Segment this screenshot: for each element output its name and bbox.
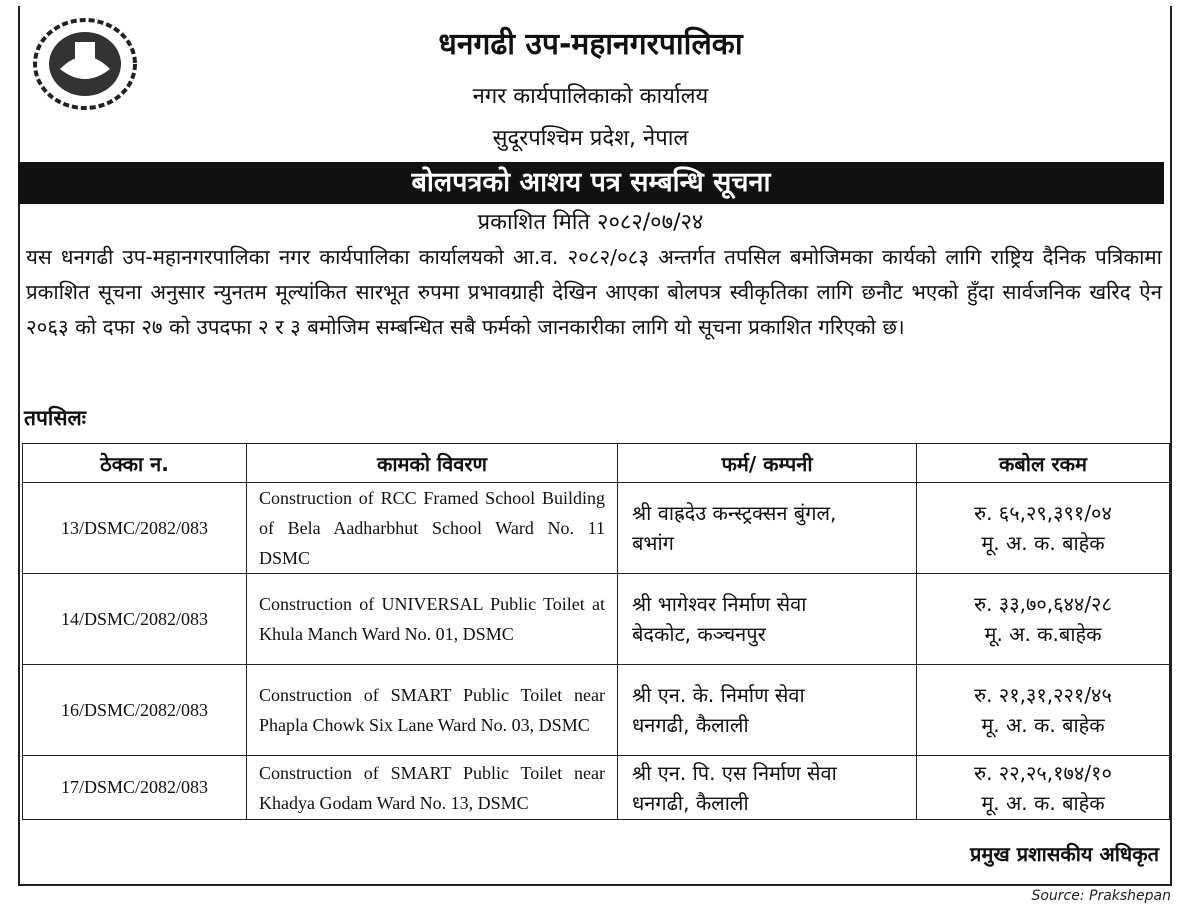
firm <box>618 574 917 665</box>
amount-vat-note: मू. अ. क. बाहेक <box>981 790 1105 815</box>
amount-vat-note: मू. अ. क. बाहेक <box>981 713 1105 737</box>
header-firm: फर्म/ कम्पनी <box>618 444 917 483</box>
firm <box>618 483 917 574</box>
work-description: Construction of SMART Public Toilet near Phapla Chowk Six Lane Ward No. 03, DSMC <box>247 665 618 756</box>
table-row <box>23 483 1170 574</box>
signatory: प्रमुख प्रशासकीय अधिकृत <box>970 842 1159 866</box>
firm-name: श्री भागेश्वर निर्माण सेवा <box>632 592 807 616</box>
firm-name: श्री वाह्रदेउ कन्स्ट्रक्सन बुंगल, <box>632 501 837 525</box>
firm-name: श्री एन. पि. एस निर्माण सेवा <box>632 760 837 785</box>
firm-location: बेदकोट, कञ्चनपुर <box>632 622 766 646</box>
notice-title: बोलपत्रको आशय पत्र सम्बन्धि सूचना <box>18 162 1164 204</box>
bid-table <box>22 443 1170 820</box>
office-name: नगर कार्यपालिकाको कार्यालय <box>472 84 709 109</box>
contract-no: 13/DSMC/2082/083 <box>23 483 247 574</box>
firm-location: धनगढी, कैलाली <box>632 713 749 737</box>
notice-paragraph: यस धनगढी उप-महानगरपालिका नगर कार्यपालिका कार्यालयको आ.व. २०८२/०८३ अन्तर्गत तपसिल बमोजिमका कार्यको लागि राष्ट्रिय दैनिक पत्रिकामा प्रकाशित सूचना अनुसार न्युनतम मूल्यांकित सारभूत रुपमा प्रभावग्राही देखिन आएका बोलपत्र स्वीकृतिका लागि छनौट भएको हुँदा सार्वजनिक खरिद ऐन २०६३ को दफा २७ को उपदफा २ र ३ बमोजिम सम्बन्धित सबै फर्मको जानकारीका लागि यो सूचना प्रकाशित गरिएको छ। <box>26 245 1162 339</box>
contract-no: 17/DSMC/2082/083 <box>23 756 247 820</box>
bid-amount <box>917 756 1170 820</box>
table-row <box>23 665 1170 756</box>
bid-amount <box>917 483 1170 574</box>
firm-name: श्री एन. के. निर्माण सेवा <box>632 683 805 707</box>
amount-value: रु. २२,२५,१७४/१० <box>974 760 1112 785</box>
contract-no: 14/DSMC/2082/083 <box>23 574 247 665</box>
table-header-row <box>23 444 1170 483</box>
header-amount: कबोल रकम <box>917 444 1170 483</box>
source-credit: Source: Prakshepan <box>1031 888 1171 904</box>
amount-value: रु. ६५,२९,३९१/०४ <box>974 501 1112 525</box>
amount-value: रु. २१,३१,२२१/४५ <box>974 683 1112 707</box>
header-contract-no: ठेक्का न. <box>23 444 247 483</box>
firm <box>618 756 917 820</box>
contract-no: 16/DSMC/2082/083 <box>23 665 247 756</box>
address: सुदूरपश्चिम प्रदेश, नेपाल <box>492 126 689 151</box>
amount-vat-note: मू. अ. क. बाहेक <box>981 531 1105 555</box>
work-description: Construction of RCC Framed School Building of Bela Aadharbhut School Ward No. 11 DSMC <box>247 483 618 574</box>
published-date: प्रकाशित मिति २०८२/०७/२४ <box>477 210 704 235</box>
firm-location: धनगढी, कैलाली <box>632 790 749 815</box>
table-row <box>23 756 1170 820</box>
municipality-name: धनगढी उप-महानगरपालिका <box>438 27 743 62</box>
table-row <box>23 574 1170 665</box>
amount-value: रु. ३३,७०,६४४/२८ <box>974 592 1112 616</box>
firm-location: बभांग <box>632 531 674 555</box>
bid-amount <box>917 665 1170 756</box>
header-description: कामको विवरण <box>247 444 618 483</box>
bid-amount <box>917 574 1170 665</box>
amount-vat-note: मू. अ. क.बाहेक <box>984 622 1102 646</box>
work-description: Construction of SMART Public Toilet near Khadya Godam Ward No. 13, DSMC <box>247 756 618 820</box>
details-label: तपसिलः <box>24 406 87 430</box>
work-description: Construction of UNIVERSAL Public Toilet at Khula Manch Ward No. 01, DSMC <box>247 574 618 665</box>
firm <box>618 665 917 756</box>
